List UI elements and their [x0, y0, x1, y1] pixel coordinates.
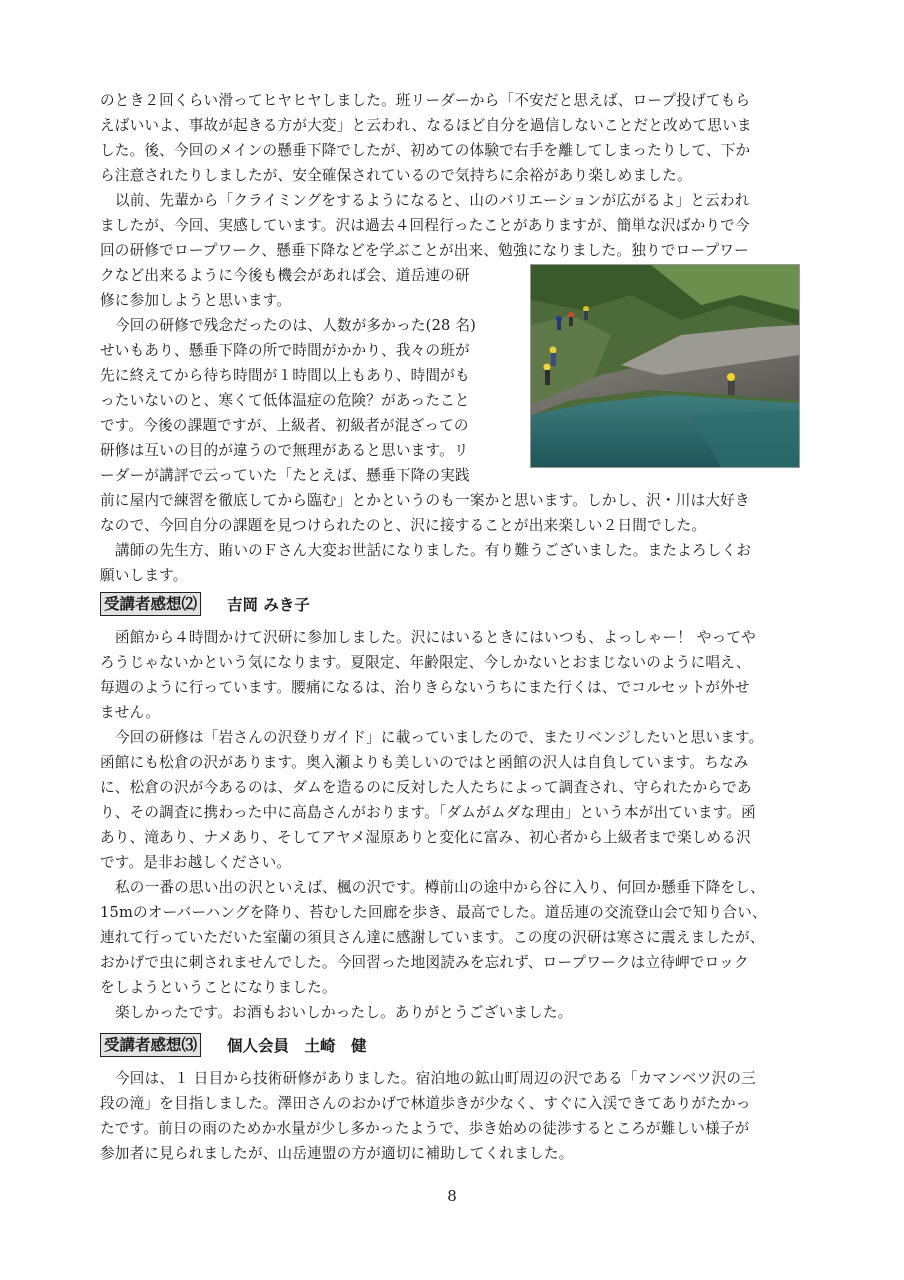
section1-top-paragraphs — [100, 88, 806, 263]
text-line: です。是非お越しください。 — [100, 854, 292, 871]
section2-paragraphs — [100, 625, 806, 1025]
text-line: です。今後の課題ですが、上級者、初級者が混ざっての — [100, 417, 469, 434]
text-line: ません。 — [100, 704, 161, 721]
text-line: 連れて行っていただいた室蘭の須貝さん達に感謝しています。この度の沢研は寒さに震えましたが、 — [100, 929, 765, 946]
text-line: 函館から４時間かけて沢研に参加しました。沢にはいるときにはいつも、よっしゃー！ やってや — [115, 629, 756, 646]
text-line: 以前、先輩から「クライミングをするようになると、山のバリエーションが広がるよ」と云われ — [115, 192, 750, 209]
text-line: 研修は互いの目的が違うので無理があると思います。リ — [100, 442, 469, 459]
text-line: 段の滝」を目指しました。澤田さんのおかげで林道歩きが少なく、すぐに入渓できてありがたかっ — [100, 1095, 751, 1112]
text-line: ーダーが講評で云っていた「たとえば、懸垂下降の実践 — [100, 467, 470, 484]
text-line: 私の一番の思い出の沢といえば、楓の沢です。樽前山の途中から谷に入り、何回か懸垂下降をし、 — [115, 879, 765, 896]
author-name: 個人会員 土崎 健 — [227, 1037, 367, 1055]
text-line: ましたが、今回、実感しています。沢は過去４回程行ったことがありますが、簡単な沢ばかりで今 — [100, 217, 750, 234]
text-line: 修に参加しようと思います。 — [100, 292, 292, 309]
text-line: せいもあり、懸垂下降の所で時間がかかり、我々の班が — [100, 342, 470, 359]
text-line: ったいないのと、寒くて低体温症の危険？があったこと — [100, 392, 470, 409]
text-line: 回の研修でロープワーク、懸垂下降などを学ぶことが出来、勉強になりました。独りでロープワー — [100, 242, 749, 259]
river-gorge-illustration — [531, 265, 799, 467]
river-gorge-photo — [530, 264, 800, 468]
text-line: 講師の先生方、賄いのＦさん大変お世話になりました。有り難うございました。またよろしくお — [115, 542, 752, 559]
author-name: 吉岡 みき子 — [227, 596, 310, 614]
section1-wrapped-paragraphs — [100, 263, 504, 488]
heading-label: 受講者感想⑶ — [100, 1033, 201, 1057]
text-line: り、その調査に携わった中に高島さんがおります。「ダムがムダな理由」という本が出ています。函 — [100, 804, 756, 821]
text-line: 楽しかったです。お酒もおいしかったし。ありがとうございました。 — [115, 1004, 573, 1021]
text-line: 函館にも松倉の沢があります。奥入瀬よりも美しいのではと函館の沢人は自負しています。ちなみ — [100, 754, 749, 771]
text-line: あり、滝あり、ナメあり、そしてアヤメ湿原ありと変化に富み、初心者から上級者まで楽しめる沢 — [100, 829, 751, 846]
text-line: 15mのオーバーハングを降り、苔むした回廊を歩き、最高でした。道岳連の交流登山会で知り合い、 — [100, 904, 767, 921]
text-line: 今回の研修で残念だったのは、人数が多かった(28 名) — [115, 317, 477, 334]
text-line: ら注意されたりしましたが、安全確保されているので気持ちに余裕があり楽しめました。 — [100, 167, 692, 184]
text-line: 願いします。 — [100, 567, 188, 584]
text-line: ろうじゃないかという気になります。夏限定、年齢限定、今しかないとおまじないのように唱え、 — [100, 654, 751, 671]
text-line: おかげで虫に刺されませんでした。今回習った地図読みを忘れず、ロープワークは立待岬でロック — [100, 954, 749, 971]
text-line: 参加者に見られましたが、山岳連盟の方が適切に補助してくれました。 — [100, 1145, 574, 1162]
text-line: 今回は、１ 日目から技術研修がありました。宿泊地の鉱山町周辺の沢である「カマンベツ沢の三 — [115, 1070, 756, 1087]
page-number: 8 — [447, 1187, 457, 1205]
text-line: えばいいよ、事故が起きる方が大変」と云われ、なるほど自分を過信しないことだと改めて思いま — [100, 117, 752, 134]
heading-label: 受講者感想⑵ — [100, 592, 201, 616]
section1-bottom-paragraphs — [100, 488, 806, 588]
text-line: した。後、今回のメインの懸垂下降でしたが、初めての体験で右手を離してしまったりして、下か — [100, 142, 751, 159]
text-line: 毎週のように行っています。腰痛になるは、治りきらないうちにまた行くは、でコルセットが外せ — [100, 679, 750, 696]
section-heading-3 — [100, 1032, 367, 1058]
section3-paragraphs — [100, 1066, 806, 1166]
text-line: のとき２回くらい滑ってヒヤヒヤしました。班リーダーから「不安だと思えば、ロープ投げてもら — [100, 92, 751, 109]
section-heading-2 — [100, 591, 310, 617]
text-line: クなど出来るように今後も機会があれば会、道岳連の研 — [100, 267, 470, 284]
text-line: たです。前日の雨のためか水量が少し多かったようで、歩き始めの徒渉するところが難しい様子が — [100, 1120, 750, 1137]
text-line: 先に終えてから待ち時間が１時間以上もあり、時間がも — [100, 367, 470, 384]
text-line: 前に屋内で練習を徹底してから臨む」とかというのも一案かと思います。しかし、沢・川は大好き — [100, 492, 750, 509]
text-line: に、松倉の沢が今あるのは、ダムを造るのに反対した人たちによって調査され、守られたからであ — [100, 779, 752, 796]
text-line: 今回の研修は「岩さんの沢登りガイド」に載っていましたので、またリベンジしたいと思います。 — [115, 729, 764, 746]
text-line: なので、今回自分の課題を見つけられたのと、沢に接することが出来楽しい２日間でした。 — [100, 517, 707, 534]
text-line: をしようということになりました。 — [100, 979, 337, 996]
